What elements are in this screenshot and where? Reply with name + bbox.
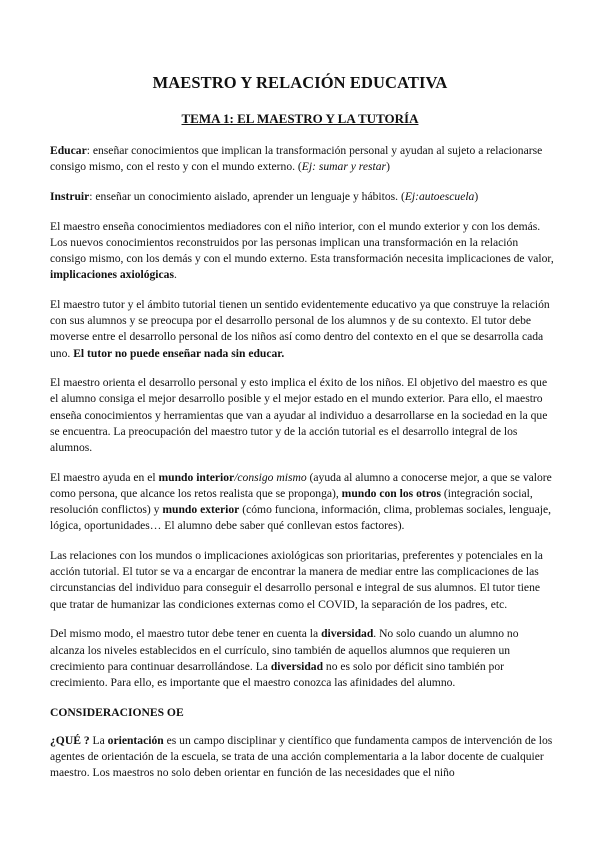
paragraph-diversity [50,626,554,691]
paragraph-mediators-end: . [173,268,177,282]
paragraph-relations: Las relaciones con los mundos o implicaciones axiológicas son prioritarias, preferentes y potenciales en la acción tutorial. El tutor se va a encargar de encontrar la manera de mediar entre las complicaciones de las circunstancias del individuo para conseguir el desarrollo personal e integral de sus alumnos. El tutor tiene que tratar de humanizar las condiciones externas como el COVID, la separación de los padres, etc. [50,549,543,611]
document-body [50,143,554,795]
definition-educar-close: ) [386,160,390,174]
paragraph-tutor-text: El maestro tutor y el ámbito tutorial tienen un sentido evidentemente educativo ya que construye la relación con sus alumnos y se preocupa por el desarrollo personal de los alumnos y de su contexto. El tutor debe moverse entre el desarrollo personal de los niños así como dentro del contexto en el que se desarrolla cada uno. [50,297,550,360]
term-educar: Educar [50,144,87,157]
paragraph-worlds-t2: (ayuda al alumno a conocerse mejor, a que se valore como persona, que alcance los retos realista que se proponga), [50,470,552,500]
paragraph-tutor-bold: El tutor no puede enseñar nada sin educar. [73,346,285,360]
paragraph-worlds-t1: El maestro ayuda en el [50,470,159,484]
section-heading: CONSIDERACIONES OE [50,705,184,719]
definition-instruir-close: ) [474,189,479,203]
paragraph-worlds-b1: mundo interior [158,470,235,484]
paragraph-diversity-b2: diversidad [270,659,324,673]
paragraph-worlds [50,470,554,535]
paragraph-diversity-t3: no es solo por déficit sino también por crecimiento. Para ello, es importante que el maestro conozca las afinidades del alumno. [50,659,504,689]
paragraph-que-b2: orientación [107,733,164,747]
paragraph-worlds-i1: /consigo mismo [234,470,307,484]
term-instruir: Instruir [50,189,90,203]
paragraph-que-t2: es un campo disciplinar y científico que fundamenta campos de intervención de los agentes de orientación de la escuela, se trata de una acción complementaria a la labor docente de cualquier maestro. Los maestros no solo deben orientar en función de las necesidades que el niño [50,733,553,780]
definition-educar [50,143,554,175]
paragraph-worlds-t4: (cómo funciona, información, clima, problemas sociales, lenguaje, lógica, oportunidades… El alumno debe saber qué conllevan estos factores). [50,503,551,533]
paragraph-que-t1: La [89,733,108,747]
paragraph-worlds-t3: (integración social, resolución conflictos) y [50,486,533,517]
paragraph-worlds-b3: mundo exterior [162,503,240,517]
definition-instruir-example: Ej:autoescuela [404,189,475,203]
paragraph-tutor [50,297,554,362]
definition-educar-example: Ej: sumar y restar [301,160,387,174]
paragraph-orientation: El maestro orienta el desarrollo personal y esto implica el éxito de los niños. El objetivo del maestro es que el alumno consiga el mejor desarrollo posible y el mejor estado en el mundo exterior. Para ello, el maestro enseña conocimientos y herramientas que van a ayudar al individuo a desarrollarse en la sociedad en la que se encuentra. La preocupación del maestro tutor y de la acción tutorial es el desarrollo integral de los alumnos. [50,376,548,455]
paragraph-diversity-t1: Del mismo modo, el maestro tutor debe tener en cuenta la [50,627,322,641]
document-subtitle: TEMA 1: EL MAESTRO Y LA TUTORÍA [181,111,419,126]
paragraph-que [50,733,554,782]
paragraph-diversity-t2: . No solo cuando un alumno no alcanza los niveles establecidos en el currículo, sino también de aquellos alumnos que requieren un crecimiento para continuar desarrollándose. La [50,627,519,673]
paragraph-que-b1: ¿QUÉ ? [50,733,90,747]
paragraph-mediators [50,219,554,284]
paragraph-mediators-bold: implicaciones axiológicas [50,268,174,282]
definition-educar-text: : enseñar conocimientos que implican la transformación personal y ayudan al sujeto a relacionarse consigo mismo, con el resto y con el mundo externo. ( [50,144,543,174]
document-title: MAESTRO Y RELACIÓN EDUCATIVA [152,73,448,92]
definition-instruir [50,189,554,205]
paragraph-worlds-b2: mundo con los otros [341,486,441,500]
paragraph-mediators-text: El maestro enseña conocimientos mediadores con el niño interior, con el mundo exterior y con los demás. Los nuevos conocimientos reconstruidos por las personas implican una transformación en la relación consigo mismo, con los demás y con el mundo externo. Esta transformación necesita implicaciones de valor, [50,219,554,266]
paragraph-diversity-b1: diversidad [321,627,374,641]
definition-instruir-text: : enseñar un conocimiento aislado, aprender un lenguaje y hábitos. ( [89,189,405,203]
